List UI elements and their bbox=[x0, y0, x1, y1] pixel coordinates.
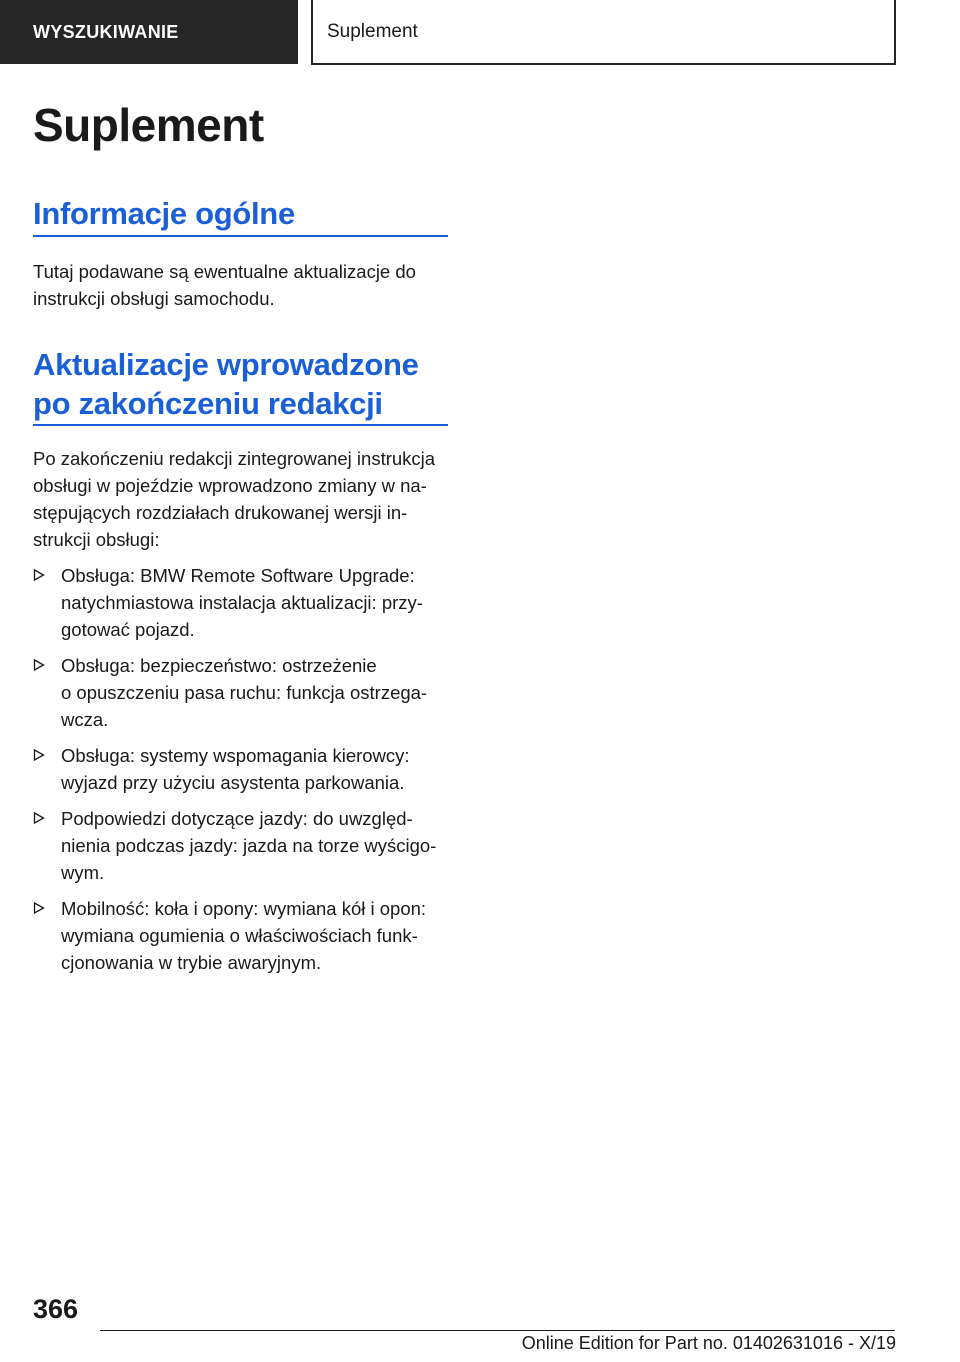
list-item-line: gotować pojazd. bbox=[61, 619, 195, 640]
list-item bbox=[33, 652, 448, 733]
general-paragraph bbox=[33, 258, 448, 312]
list-item-line: wym. bbox=[61, 862, 105, 883]
section-general-info bbox=[33, 194, 448, 312]
list-item bbox=[33, 562, 448, 643]
footer-rule bbox=[100, 1330, 895, 1331]
section-tab[interactable] bbox=[311, 0, 896, 65]
page-number: 366 bbox=[33, 1294, 79, 1324]
triangle-right-outline-icon bbox=[33, 749, 45, 761]
list-item-line: o opuszczeniu pasa ruchu: funkcja ostrzega- bbox=[61, 682, 428, 703]
page-title: Suplement bbox=[33, 99, 264, 151]
search-tab[interactable] bbox=[0, 0, 298, 64]
footer-edition-text: Online Edition for Part no. 01402631016 - X/19 bbox=[521, 1333, 896, 1353]
list-item-line: Podpowiedzi dotyczące jazdy: do uwzględ- bbox=[61, 808, 413, 829]
list-item-line: Obsługa: BMW Remote Software Upgrade: bbox=[61, 565, 415, 586]
triangle-right-outline-icon bbox=[33, 812, 45, 824]
paragraph-line: Po zakończeniu redakcji zintegrowanej instrukcja bbox=[33, 448, 436, 469]
list-item-line: Obsługa: systemy wspomagania kierowcy: bbox=[61, 745, 410, 766]
paragraph-line: instrukcji obsługi samochodu. bbox=[33, 288, 275, 309]
list-item-line: wyjazd przy użyciu asystenta parkowania. bbox=[61, 772, 405, 793]
section-heading-updates bbox=[33, 345, 448, 423]
heading-rule bbox=[33, 235, 448, 237]
triangle-right-outline-icon bbox=[33, 569, 45, 581]
paragraph-line: strukcji obsługi: bbox=[33, 529, 160, 550]
heading-line: po zakończeniu redakcji bbox=[33, 386, 383, 421]
list-item-line: cjonowania w trybie awaryjnym. bbox=[61, 952, 322, 973]
section-tab-label: Suplement bbox=[327, 20, 418, 42]
search-tab-label: WYSZUKIWANIE bbox=[33, 21, 179, 42]
paragraph-line: stępujących rozdziałach drukowanej wersji in- bbox=[33, 502, 408, 523]
updates-paragraph bbox=[33, 445, 448, 553]
list-item-line: wymiana ogumienia o właściwościach funk- bbox=[61, 925, 418, 946]
section-heading-general: Informacje ogólne bbox=[33, 196, 295, 231]
heading-line: Aktualizacje wprowadzone bbox=[33, 347, 419, 382]
list-item bbox=[33, 742, 448, 796]
list-item-line: Obsługa: bezpieczeństwo: ostrzeżenie bbox=[61, 655, 377, 676]
list-item-line: natychmiastowa instalacja aktualizacji: przy- bbox=[61, 592, 423, 613]
triangle-right-outline-icon bbox=[33, 659, 45, 671]
section-updates bbox=[33, 345, 448, 985]
list-item-line: nienia podczas jazdy: jazda na torze wyścigo- bbox=[61, 835, 437, 856]
paragraph-line: Tutaj podawane są ewentualne aktualizacje do bbox=[33, 261, 416, 282]
triangle-right-outline-icon bbox=[33, 902, 45, 914]
updates-list bbox=[33, 562, 448, 976]
heading-rule bbox=[33, 424, 448, 426]
paragraph-line: obsługi w pojeździe wprowadzono zmiany w na- bbox=[33, 475, 427, 496]
list-item-line: wcza. bbox=[61, 709, 109, 730]
list-item bbox=[33, 805, 448, 886]
list-item bbox=[33, 895, 448, 976]
list-item-line: Mobilność: koła i opony: wymiana kół i opon: bbox=[61, 898, 427, 919]
